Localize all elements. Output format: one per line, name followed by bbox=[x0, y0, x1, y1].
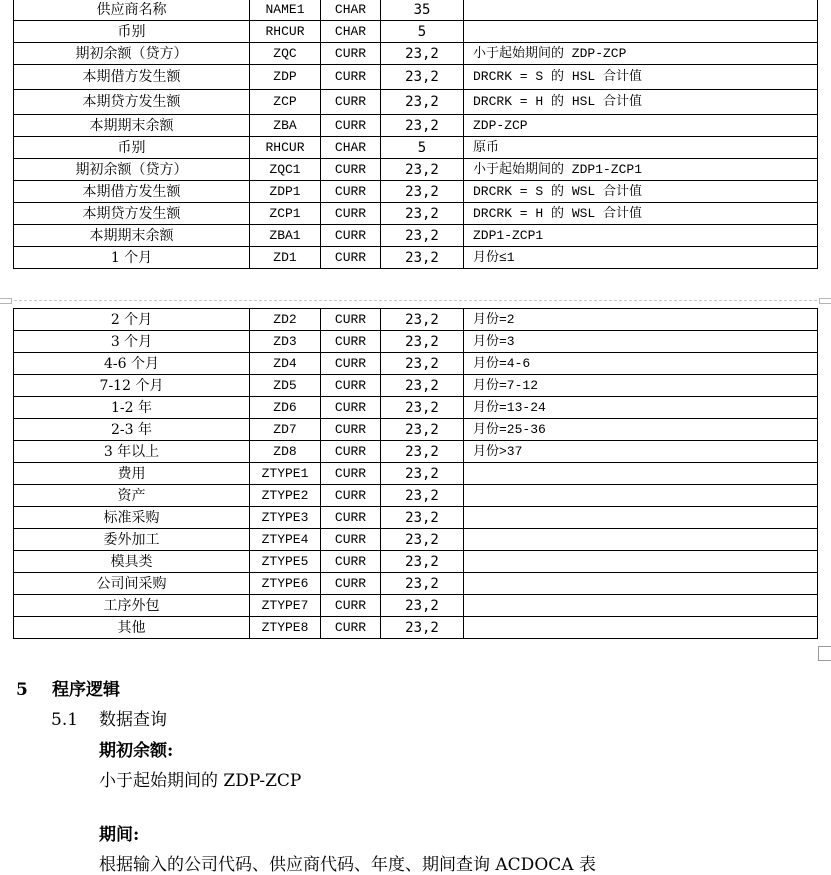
cell-length: 23,2 bbox=[381, 441, 464, 463]
page-corner-mark-right bbox=[819, 298, 831, 304]
cell-remark: 月份≤1 bbox=[464, 247, 818, 269]
table-row bbox=[14, 463, 818, 485]
table-row bbox=[14, 203, 818, 225]
cell-remark: DRCRK = H 的 WSL 合计值 bbox=[464, 203, 818, 225]
cell-length: 23,2 bbox=[381, 595, 464, 617]
cell-length: 23,2 bbox=[381, 65, 464, 90]
cell-field-code: ZTYPE7 bbox=[250, 595, 321, 617]
cell-data-type: CURR bbox=[321, 353, 381, 375]
cell-field-code: RHCUR bbox=[250, 21, 321, 43]
cell-field-code: ZD2 bbox=[250, 309, 321, 331]
field-table-bottom-body bbox=[14, 309, 818, 639]
table-row bbox=[14, 181, 818, 203]
cell-field-code: ZD8 bbox=[250, 441, 321, 463]
table-row bbox=[14, 595, 818, 617]
cell-field-code: ZCP bbox=[250, 90, 321, 115]
cell-remark: 月份=7-12 bbox=[464, 375, 818, 397]
cell-length: 23,2 bbox=[381, 485, 464, 507]
opening-balance-label: 期初余额: bbox=[99, 741, 174, 761]
cell-field-code: NAME1 bbox=[250, 0, 321, 21]
cell-remark: 月份>37 bbox=[464, 441, 818, 463]
cell-length: 23,2 bbox=[381, 353, 464, 375]
cell-field-name: 资产 bbox=[14, 485, 250, 507]
cell-field-name: 工序外包 bbox=[14, 595, 250, 617]
table-row bbox=[14, 551, 818, 573]
table-row bbox=[14, 115, 818, 137]
cell-field-code: ZD7 bbox=[250, 419, 321, 441]
cell-field-code: ZD4 bbox=[250, 353, 321, 375]
cell-length: 23,2 bbox=[381, 43, 464, 65]
opening-balance-text: 小于起始期间的 ZDP-ZCP bbox=[99, 771, 302, 791]
cell-field-code: ZTYPE6 bbox=[250, 573, 321, 595]
table-row bbox=[14, 529, 818, 551]
cell-length: 5 bbox=[381, 21, 464, 43]
table-row bbox=[14, 21, 818, 43]
cell-data-type: CURR bbox=[321, 331, 381, 353]
cell-length: 23,2 bbox=[381, 463, 464, 485]
cell-remark bbox=[464, 463, 818, 485]
page-break bbox=[0, 298, 831, 304]
field-table-bottom bbox=[13, 308, 818, 639]
cell-remark bbox=[464, 529, 818, 551]
cell-data-type: CURR bbox=[321, 247, 381, 269]
cell-length: 23,2 bbox=[381, 225, 464, 247]
field-table-top-body bbox=[14, 0, 818, 269]
cell-remark: ZDP-ZCP bbox=[464, 115, 818, 137]
cell-field-name: 本期借方发生额 bbox=[14, 65, 250, 90]
cell-field-code: ZQC bbox=[250, 43, 321, 65]
cell-length: 23,2 bbox=[381, 507, 464, 529]
subsection-heading bbox=[51, 705, 167, 730]
table-row bbox=[14, 43, 818, 65]
cell-data-type: CURR bbox=[321, 463, 381, 485]
cell-remark: 月份=25-36 bbox=[464, 419, 818, 441]
cell-length: 5 bbox=[381, 137, 464, 159]
cell-field-name: 委外加工 bbox=[14, 529, 250, 551]
cell-length: 23,2 bbox=[381, 397, 464, 419]
cell-field-name: 本期借方发生额 bbox=[14, 181, 250, 203]
cell-data-type: CURR bbox=[321, 159, 381, 181]
cell-remark bbox=[464, 21, 818, 43]
table-row bbox=[14, 225, 818, 247]
cell-field-code: RHCUR bbox=[250, 137, 321, 159]
cell-field-name: 本期贷方发生额 bbox=[14, 203, 250, 225]
cell-data-type: CURR bbox=[321, 203, 381, 225]
cell-data-type: CURR bbox=[321, 617, 381, 639]
cell-field-name: 本期期末余额 bbox=[14, 225, 250, 247]
cell-field-name: 7-12 个月 bbox=[14, 375, 250, 397]
cell-data-type: CURR bbox=[321, 485, 381, 507]
cell-data-type: CURR bbox=[321, 225, 381, 247]
subsection-number: 5.1 bbox=[51, 710, 79, 730]
cell-field-name: 3 个月 bbox=[14, 331, 250, 353]
section-number: 5 bbox=[16, 680, 28, 700]
cell-field-name: 本期贷方发生额 bbox=[14, 90, 250, 115]
table-row bbox=[14, 137, 818, 159]
cell-field-code: ZBA bbox=[250, 115, 321, 137]
cell-field-name: 币别 bbox=[14, 137, 250, 159]
cell-field-code: ZTYPE5 bbox=[250, 551, 321, 573]
cell-field-name: 2-3 年 bbox=[14, 419, 250, 441]
cell-data-type: CURR bbox=[321, 441, 381, 463]
table-row bbox=[14, 159, 818, 181]
cell-field-name: 其他 bbox=[14, 617, 250, 639]
cell-field-code: ZD6 bbox=[250, 397, 321, 419]
cell-field-code: ZTYPE8 bbox=[250, 617, 321, 639]
cell-field-name: 币别 bbox=[14, 21, 250, 43]
table-row bbox=[14, 65, 818, 90]
cell-field-name: 本期期末余额 bbox=[14, 115, 250, 137]
cell-remark: 小于起始期间的 ZDP1-ZCP1 bbox=[464, 159, 818, 181]
cell-field-name: 费用 bbox=[14, 463, 250, 485]
cell-data-type: CURR bbox=[321, 90, 381, 115]
cell-length: 23,2 bbox=[381, 331, 464, 353]
cell-remark bbox=[464, 617, 818, 639]
table-row bbox=[14, 419, 818, 441]
cell-remark: DRCRK = S 的 HSL 合计值 bbox=[464, 65, 818, 90]
cell-data-type: CURR bbox=[321, 507, 381, 529]
cell-field-name: 期初余额（贷方） bbox=[14, 43, 250, 65]
table-row bbox=[14, 90, 818, 115]
cell-data-type: CURR bbox=[321, 43, 381, 65]
cell-remark: 原币 bbox=[464, 137, 818, 159]
cell-length: 23,2 bbox=[381, 181, 464, 203]
cell-data-type: CURR bbox=[321, 529, 381, 551]
cell-field-name: 期初余额（贷方） bbox=[14, 159, 250, 181]
cell-data-type: CURR bbox=[321, 595, 381, 617]
table-row bbox=[14, 397, 818, 419]
table-row bbox=[14, 573, 818, 595]
cell-data-type: CURR bbox=[321, 65, 381, 90]
period-label: 期间: bbox=[99, 825, 140, 845]
cell-length: 23,2 bbox=[381, 419, 464, 441]
section-heading bbox=[16, 675, 120, 700]
cell-field-code: ZTYPE4 bbox=[250, 529, 321, 551]
table-row bbox=[14, 0, 818, 21]
cell-length: 23,2 bbox=[381, 375, 464, 397]
cell-data-type: CURR bbox=[321, 375, 381, 397]
cell-data-type: CHAR bbox=[321, 21, 381, 43]
cell-field-code: ZDP bbox=[250, 65, 321, 90]
cell-length: 23,2 bbox=[381, 159, 464, 181]
cell-field-code: ZD1 bbox=[250, 247, 321, 269]
table-row bbox=[14, 485, 818, 507]
cell-field-name: 3 年以上 bbox=[14, 441, 250, 463]
table-row bbox=[14, 309, 818, 331]
cell-field-name: 2 个月 bbox=[14, 309, 250, 331]
table-row bbox=[14, 617, 818, 639]
cell-length: 23,2 bbox=[381, 203, 464, 225]
cell-length: 23,2 bbox=[381, 247, 464, 269]
cell-field-name: 公司间采购 bbox=[14, 573, 250, 595]
cell-data-type: CURR bbox=[321, 181, 381, 203]
page-corner-mark-left bbox=[0, 298, 12, 304]
cell-length: 23,2 bbox=[381, 309, 464, 331]
cell-remark: 月份=2 bbox=[464, 309, 818, 331]
cell-field-code: ZBA1 bbox=[250, 225, 321, 247]
cell-length: 23,2 bbox=[381, 529, 464, 551]
cell-data-type: CURR bbox=[321, 397, 381, 419]
cell-remark bbox=[464, 485, 818, 507]
table-row bbox=[14, 375, 818, 397]
cell-field-code: ZCP1 bbox=[250, 203, 321, 225]
cell-field-name: 4-6 个月 bbox=[14, 353, 250, 375]
table-row bbox=[14, 247, 818, 269]
cell-length: 23,2 bbox=[381, 551, 464, 573]
section-title: 程序逻辑 bbox=[52, 680, 120, 700]
table-end-mark bbox=[818, 646, 831, 661]
cell-data-type: CURR bbox=[321, 551, 381, 573]
cell-length: 35 bbox=[381, 0, 464, 21]
cell-data-type: CURR bbox=[321, 115, 381, 137]
cell-data-type: CURR bbox=[321, 309, 381, 331]
cell-length: 23,2 bbox=[381, 90, 464, 115]
cell-remark: 月份=13-24 bbox=[464, 397, 818, 419]
cell-data-type: CHAR bbox=[321, 137, 381, 159]
cell-remark: ZDP1-ZCP1 bbox=[464, 225, 818, 247]
cell-remark bbox=[464, 551, 818, 573]
cell-field-code: ZD3 bbox=[250, 331, 321, 353]
cell-remark bbox=[464, 573, 818, 595]
cell-field-code: ZTYPE3 bbox=[250, 507, 321, 529]
cell-remark: 月份=4-6 bbox=[464, 353, 818, 375]
table-row bbox=[14, 507, 818, 529]
cell-field-name: 1-2 年 bbox=[14, 397, 250, 419]
table-row bbox=[14, 353, 818, 375]
cell-field-name: 模具类 bbox=[14, 551, 250, 573]
cell-length: 23,2 bbox=[381, 617, 464, 639]
cell-field-name: 标准采购 bbox=[14, 507, 250, 529]
cell-data-type: CURR bbox=[321, 573, 381, 595]
cell-field-name: 供应商名称 bbox=[14, 0, 250, 21]
cell-field-name: 1 个月 bbox=[14, 247, 250, 269]
cell-field-code: ZD5 bbox=[250, 375, 321, 397]
cell-field-code: ZTYPE1 bbox=[250, 463, 321, 485]
cell-length: 23,2 bbox=[381, 573, 464, 595]
page-break-line bbox=[14, 300, 817, 301]
cell-remark: 月份=3 bbox=[464, 331, 818, 353]
table-row bbox=[14, 441, 818, 463]
cell-data-type: CHAR bbox=[321, 0, 381, 21]
cell-remark bbox=[464, 0, 818, 21]
cell-remark bbox=[464, 595, 818, 617]
period-text: 根据输入的公司代码、供应商代码、年度、期间查询 ACDOCA 表 bbox=[99, 855, 596, 875]
cell-remark bbox=[464, 507, 818, 529]
cell-remark: DRCRK = S 的 WSL 合计值 bbox=[464, 181, 818, 203]
table-row bbox=[14, 331, 818, 353]
field-table-top bbox=[13, 0, 818, 269]
subsection-title: 数据查询 bbox=[99, 710, 167, 730]
cell-data-type: CURR bbox=[321, 419, 381, 441]
cell-field-code: ZTYPE2 bbox=[250, 485, 321, 507]
cell-remark: 小于起始期间的 ZDP-ZCP bbox=[464, 43, 818, 65]
cell-length: 23,2 bbox=[381, 115, 464, 137]
cell-remark: DRCRK = H 的 HSL 合计值 bbox=[464, 90, 818, 115]
cell-field-code: ZQC1 bbox=[250, 159, 321, 181]
cell-field-code: ZDP1 bbox=[250, 181, 321, 203]
